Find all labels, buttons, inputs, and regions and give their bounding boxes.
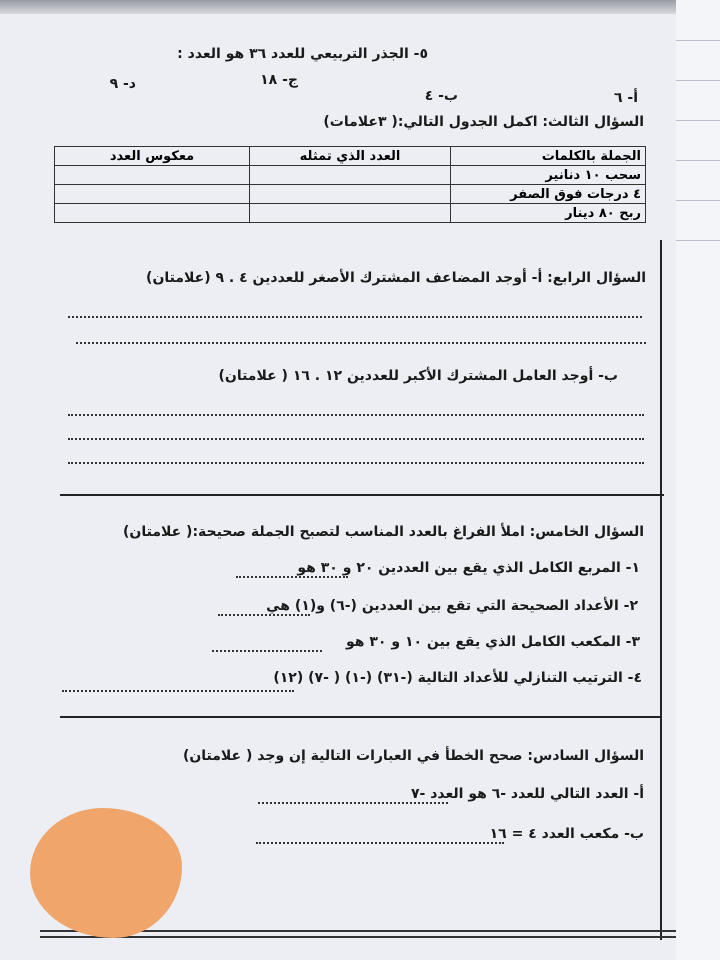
q4-part-b: ب- أوجد العامل المشترك الأكبر للعددين ١٢ . ١٦ ( علامتان) [218, 368, 618, 384]
table-cell[interactable] [55, 166, 250, 185]
q5-item-4: ٤- الترتيب التنازلي للأعداد التالية (-٣١) (-١) ( -٧) (١٢) [273, 670, 642, 686]
page-top-edge [0, 0, 690, 14]
table-cell[interactable] [250, 204, 451, 223]
q6-title: السؤال السادس: صحح الخطأ في العبارات التالية إن وجد ( علامتان) [182, 748, 644, 764]
q4-part-a: السؤال الرابع: أ- أوجد المضاعف المشترك الأصغر للعددين ٤ . ٩ (علامتان) [146, 270, 646, 286]
table-cell[interactable] [55, 204, 250, 223]
answer-blank[interactable] [218, 614, 310, 616]
q5-title: السؤال الخامس: املأ الفراغ بالعدد المناسب لتصبح الجملة صحيحة:( علامتان) [123, 524, 644, 540]
table-row [55, 204, 646, 223]
q5-item-3: ٣- المكعب الكامل الذي يقع بين ١٠ و ٣٠ هو [346, 634, 640, 650]
page-margin-line [660, 240, 662, 940]
sqrt-question: ٥- الجذر التربيعي للعدد ٣٦ هو العدد : [177, 46, 428, 62]
answer-line[interactable] [68, 462, 644, 464]
adjacent-notebook-page [676, 0, 720, 960]
table-cell: ٤ درجات فوق الصفر [450, 185, 645, 204]
answer-blank[interactable] [236, 576, 348, 578]
section-divider [60, 716, 662, 718]
table-cell[interactable] [250, 185, 451, 204]
header-cell: الجملة بالكلمات [450, 147, 645, 166]
q5-item-1: ١- المربع الكامل الذي يقع بين العددين ٢٠ و ٣٠ هو [297, 560, 640, 576]
answer-line[interactable] [68, 438, 644, 440]
q5-item-2: ٢- الأعداد الصحيحة التي تقع بين العددين (-٦) و(١) هي [266, 598, 638, 614]
answer-blank[interactable] [62, 690, 294, 692]
answer-line[interactable] [76, 342, 646, 344]
answer-line[interactable] [68, 414, 644, 416]
table-row [55, 166, 646, 185]
q6-item-a: أ- العدد التالي للعدد -٦ هو العدد -٧ [411, 786, 644, 802]
option-b: ب- ٤ [424, 88, 458, 104]
q3-table [54, 146, 646, 223]
section-divider [60, 494, 664, 496]
table-cell: سحب ١٠ دنانير [450, 166, 645, 185]
answer-blank[interactable] [258, 802, 448, 804]
option-d: د- ٩ [109, 76, 136, 92]
q6-item-b: ب- مكعب العدد ٤ = ١٦ [489, 826, 644, 842]
table-cell[interactable] [55, 185, 250, 204]
header-cell: معكوس العدد [55, 147, 250, 166]
q3-title: السؤال الثالث: اكمل الجدول التالي:( ٣علامات) [323, 114, 644, 130]
option-a: أ- ٦ [613, 90, 638, 106]
answer-blank[interactable] [256, 842, 504, 844]
table-row [55, 185, 646, 204]
orange-sticker [30, 808, 182, 938]
answer-line[interactable] [68, 316, 642, 318]
header-cell: العدد الذي تمثله [250, 147, 451, 166]
answer-blank[interactable] [212, 650, 322, 652]
option-c: ج- ١٨ [260, 72, 298, 88]
table-cell: ربح ٨٠ دينار [450, 204, 645, 223]
table-header-row [55, 147, 646, 166]
table-cell[interactable] [250, 166, 451, 185]
